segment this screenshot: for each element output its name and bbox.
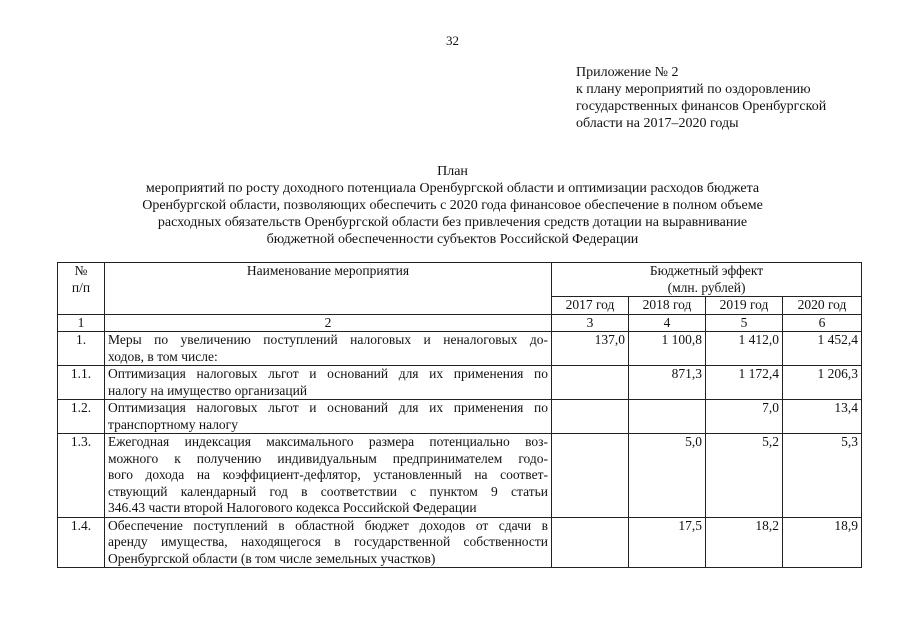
measure-name-line: Меры по увеличению поступлений налоговых и неналоговых до- [108, 332, 548, 347]
measure-name-line: аренду имущества, находящегося в государственной собственности [108, 534, 548, 549]
budget-effect-value: 1 412,0 [706, 332, 783, 366]
measure-name-line: Обеспечение поступлений в областной бюджет доходов от сдачи в [108, 517, 548, 533]
budget-effect-value: 5,0 [629, 434, 706, 518]
table-row [58, 517, 862, 568]
page-number: 32 [446, 33, 459, 48]
budget-effect-value: 17,5 [629, 517, 706, 568]
plan-subtitle-line: расходных обязательств Оренбургской области без привлечения средств дотации на выравнивание [157, 215, 748, 230]
row-number: 1. [58, 332, 105, 366]
measure-name-line: вого дохода на коэффициент-дефлятор, установленный на соответ- [108, 467, 548, 482]
budget-effect-value: 1 452,4 [783, 332, 862, 366]
column-number: 1 [58, 314, 105, 332]
header-budget-effect [552, 263, 862, 297]
budget-effect-value: 871,3 [629, 366, 706, 400]
row-number: 1.4. [58, 517, 105, 568]
budget-effect-value: 18,2 [706, 517, 783, 568]
measure-name-line: ходов, в том числе: [108, 348, 218, 364]
measure-name-line: можного к получению индивидуальным предпринимателем годо- [108, 450, 548, 466]
measure-name-line: налогу на имущество организаций [108, 382, 308, 398]
header-year: 2018 год [629, 297, 706, 315]
measure-name [105, 332, 552, 366]
header-name: Наименование мероприятия [105, 263, 552, 315]
measure-name-line: 346.43 части второй Налогового кодекса Российской Федерации [108, 500, 477, 515]
measure-name-line: ствующий календарный год в соответствии с пунктом 9 статьи [108, 483, 548, 499]
row-number: 1.2. [58, 400, 105, 434]
plan-subtitle [60, 180, 845, 248]
appendix-line: государственных финансов Оренбургской [576, 99, 827, 114]
header-row [58, 263, 862, 297]
header-num-line: п/п [71, 279, 91, 295]
measure-name-line: транспортному налогу [108, 416, 238, 432]
budget-effect-value: 1 172,4 [706, 366, 783, 400]
budget-effect-value: 5,2 [706, 434, 783, 518]
measure-name-line: Оптимизация налоговых льгот и оснований для их применения по [108, 366, 548, 381]
measure-name [105, 434, 552, 518]
budget-effect-value: 137,0 [552, 332, 629, 366]
measure-name-line: Оптимизация налоговых льгот и оснований для их применения по [108, 400, 548, 415]
table-row [58, 400, 862, 434]
budget-effect-value [552, 366, 629, 400]
column-number: 5 [706, 314, 783, 332]
column-numbers-row [58, 314, 862, 332]
measure-name-line: Оренбургской области (в том числе земельных участков) [108, 550, 436, 566]
header-num [58, 263, 105, 315]
column-number: 2 [105, 314, 552, 332]
table-row [58, 366, 862, 400]
measure-name [105, 366, 552, 400]
budget-effect-value: 1 100,8 [629, 332, 706, 366]
budget-effect-value: 13,4 [783, 400, 862, 434]
measure-name-line: Ежегодная индексация максимального размера потенциально воз- [108, 434, 548, 449]
header-effect-line: Бюджетный эффект [649, 263, 764, 278]
plan-table [57, 262, 862, 568]
appendix-line: области на 2017–2020 годы [576, 116, 739, 131]
plan-subtitle-line: бюджетной обеспеченности субъектов Российской Федерации [266, 232, 639, 247]
column-number: 3 [552, 314, 629, 332]
plan-title: План [437, 164, 468, 179]
column-number: 6 [783, 314, 862, 332]
budget-effect-value: 18,9 [783, 517, 862, 568]
budget-effect-value: 1 206,3 [783, 366, 862, 400]
appendix-line: к плану мероприятий по оздоровлению [576, 82, 811, 97]
row-number: 1.3. [58, 434, 105, 518]
plan-subtitle-line: мероприятий по росту доходного потенциала Оренбургской области и оптимизации расходов бюджета [145, 181, 760, 196]
header-num-line: № [74, 263, 88, 278]
budget-effect-value [629, 400, 706, 434]
budget-effect-value: 5,3 [783, 434, 862, 518]
measure-name [105, 400, 552, 434]
header-effect-line: (млн. рублей) [667, 279, 746, 295]
appendix-line: Приложение № 2 [576, 65, 679, 80]
header-year: 2020 год [783, 297, 862, 315]
table-row [58, 332, 862, 366]
table-row [58, 434, 862, 518]
header-year: 2019 год [706, 297, 783, 315]
budget-effect-value [552, 517, 629, 568]
budget-effect-value [552, 434, 629, 518]
budget-effect-value: 7,0 [706, 400, 783, 434]
appendix-note [576, 64, 876, 132]
column-number: 4 [629, 314, 706, 332]
row-number: 1.1. [58, 366, 105, 400]
header-year: 2017 год [552, 297, 629, 315]
measure-name [105, 517, 552, 568]
plan-subtitle-line: Оренбургской области, позволяющих обеспечить с 2020 года финансовое обеспечение в полном объеме [142, 198, 763, 213]
budget-effect-value [552, 400, 629, 434]
